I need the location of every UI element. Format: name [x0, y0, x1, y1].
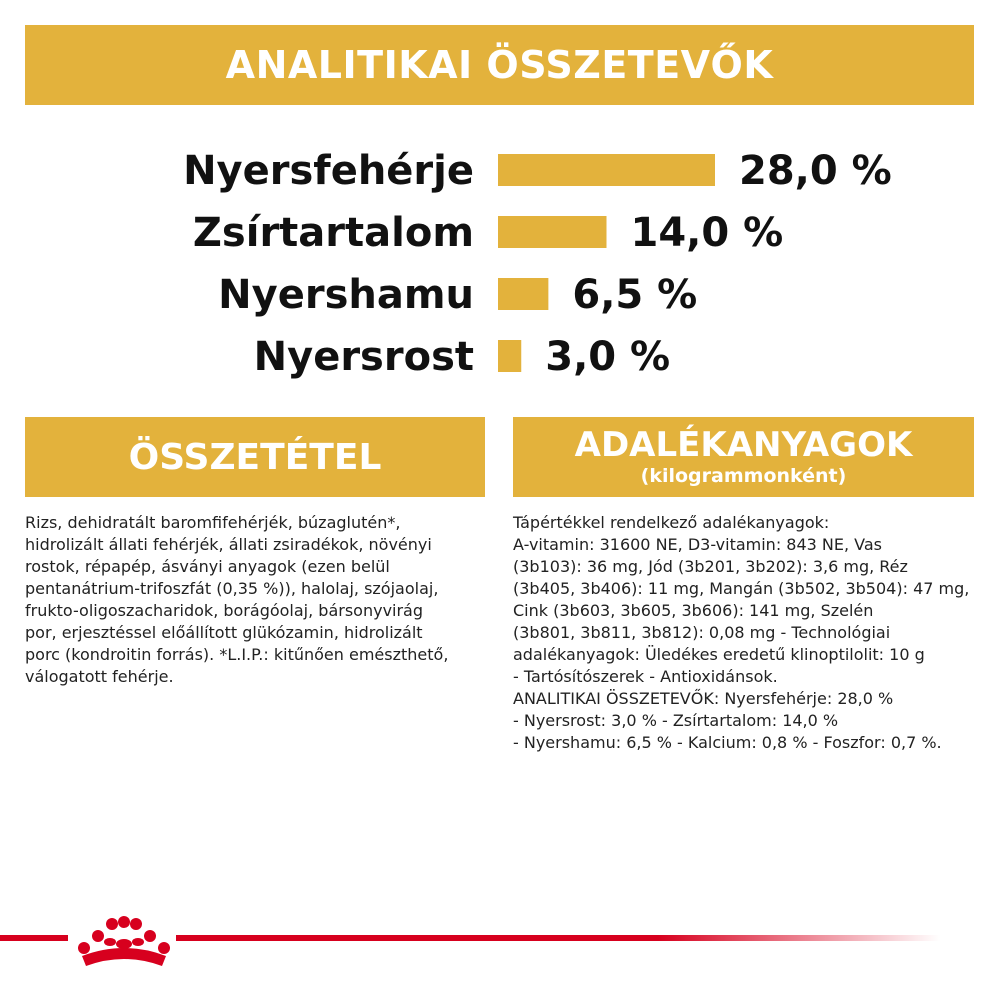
composition-text: Rizs, dehidratált baromfifehérjék, búzaglutén*, hidrolizált állati fehérjék, állati zsiradékok, növényi rostok, répapép, ásványi anyagok (ezen belül pentanátrium-trifoszfát (0,35 %)), halolaj, szójaolaj, frukto-oligoszacharidok, borágóolaj, bársonyvirág por, erjesztéssel előállított glükózamin, hidrolizált porc (kondroitin forrás). *L.I.P.: kitűnően emészthető, válogatott fehérje.: [25, 513, 449, 686]
analytical-components-banner: [25, 25, 974, 105]
value-label: 14,0 %: [630, 210, 784, 256]
additives-text: Tápértékkel rendelkező adalékanyagok: A-vitamin: 31600 NE, D3-vitamin: 843 NE, Vas (3b103): 36 mg, Jód (3b201, 3b202): 3,6 mg, Réz (3b405, 3b406): 11 mg, Mangán (3b502, 3b504): 47 mg, Cink (3b603, 3b605, 3b606): 141 mg, Szelén (3b801, 3b811, 3b812): 0,08 mg - Technológiai adalékanyagok: Üledékes eredetű klinoptilolit: 10 g - Tartósítószerek - Antioxidánsok. ANALITIKAI ÖSSZETEVŐK: Nyersfehérje: 28,0 % - Nyersrost: 3,0 % - Zsírtartalom: 14,0 % - Nyershamu: 6,5 % - Kalcium: 0,8 % - Foszfor: 0,7 %.: [513, 513, 970, 752]
additives-banner: [513, 417, 974, 497]
analytical-bar-chart: [0, 130, 1000, 400]
bar: [498, 340, 521, 372]
value-label: 6,5 %: [572, 272, 698, 318]
bar: [498, 216, 607, 248]
additives-subtitle: (kilogrammonként): [640, 465, 847, 487]
category-label: Nyersfehérje: [183, 148, 474, 194]
value-label: 28,0 %: [739, 148, 892, 194]
category-label: Nyersrost: [253, 334, 474, 380]
category-label: Zsírtartalom: [192, 210, 474, 256]
additives-title: ADALÉKANYAGOK: [574, 425, 913, 465]
page-title: ANALITIKAI ÖSSZETEVŐK: [225, 43, 774, 87]
value-label: 3,0 %: [545, 334, 671, 380]
bar: [498, 154, 715, 186]
crown-icon: [68, 910, 176, 972]
composition-title: ÖSSZETÉTEL: [128, 436, 382, 478]
bar: [498, 278, 548, 310]
category-label: Nyershamu: [218, 272, 474, 318]
composition-banner: [25, 417, 485, 497]
